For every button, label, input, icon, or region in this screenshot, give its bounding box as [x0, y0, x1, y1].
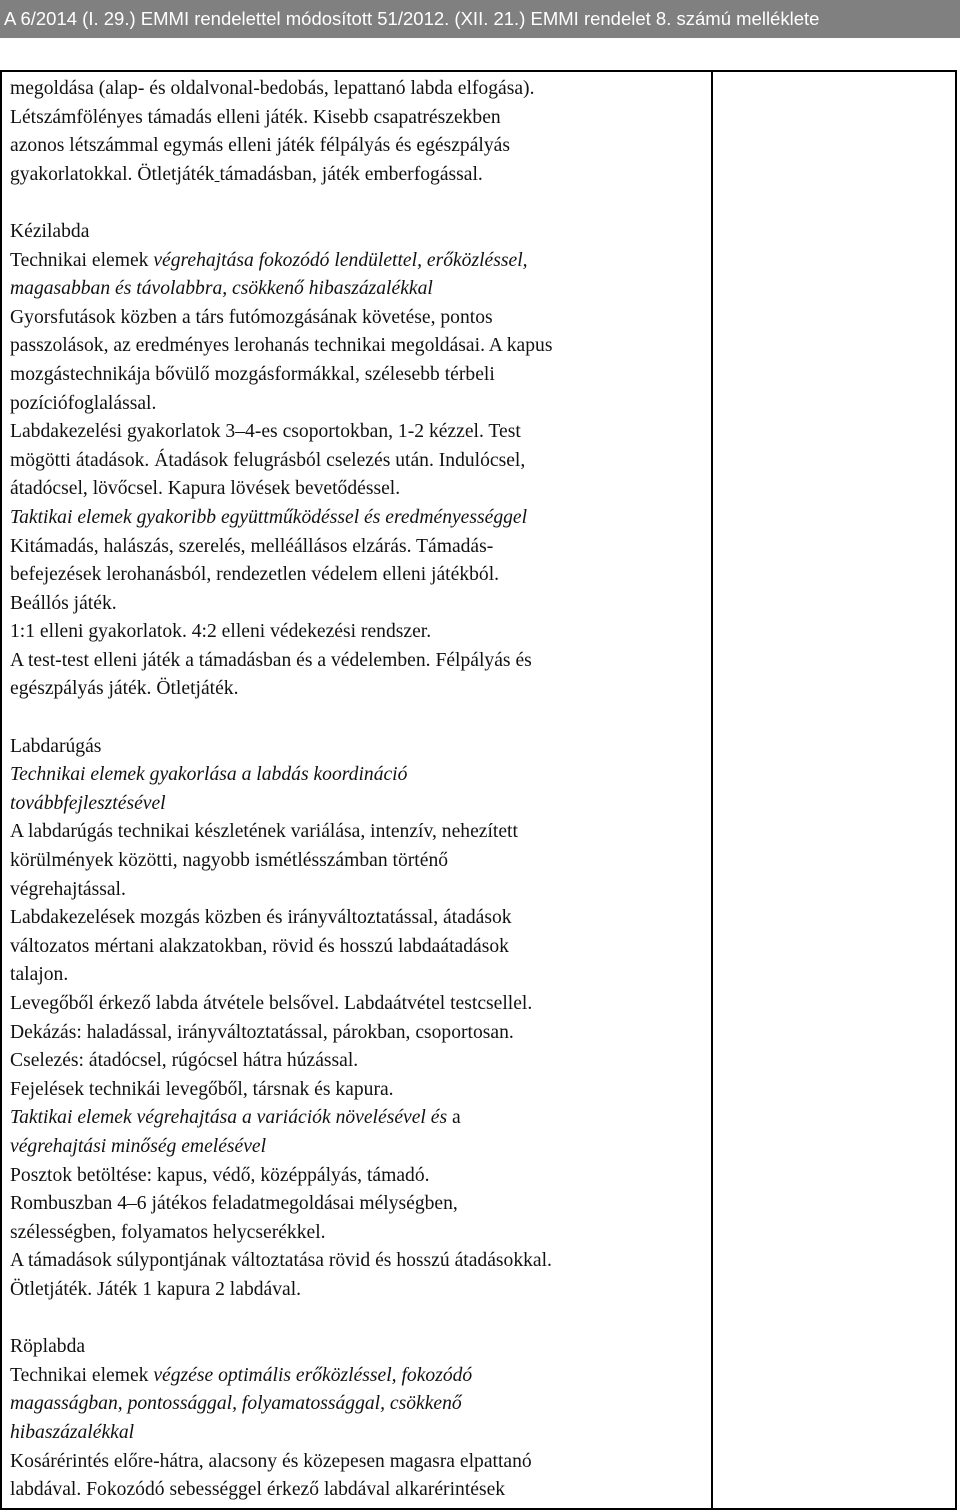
text-line: A labdarúgás technikai készletének variálása, intenzív, nehezített	[10, 821, 518, 843]
text-line: Technikai elemek végzése optimális erőközléssel, fokozódó	[10, 1364, 473, 1386]
section-title-kezilabda: Kézilabda	[10, 220, 90, 242]
text-line: 1:1 elleni gyakorlatok. 4:2 elleni védekezési rendszer.	[10, 621, 432, 643]
section-title-roplabda: Röplabda	[10, 1336, 86, 1358]
text-line: Gyorsfutások közben a társ futómozgásának követése, pontos	[10, 306, 493, 328]
text-line: Levegőből érkező labda átvétele belsővel. Labdaátvétel testcsellel.	[10, 993, 533, 1014]
text-line: megoldása (alap- és oldalvonal-bedobás, lepattanó labda elfogása).	[10, 78, 535, 99]
text-line: Létszámfölényes támadás elleni játék. Kisebb csapatrészekben	[10, 106, 501, 128]
text-line: magasságban, pontossággal, folyamatossággal, csökkenő	[10, 1393, 462, 1415]
text-line: azonos létszámmal egymás elleni játék félpályás és egészpályás	[10, 135, 510, 157]
text-line: mögötti átadások. Átadások felugrásból cselezés után. Indulócsel,	[10, 449, 526, 471]
text-line: Cselezés: átadócsel, rúgócsel hátra húzással.	[10, 1050, 359, 1072]
text-line: Dekázás: haladással, irányváltoztatással, párokban, csoportosan.	[10, 1021, 514, 1043]
content-table	[0, 70, 957, 1510]
text-line: végrehajtási minőség emelésével	[10, 1135, 267, 1157]
text-line: Fejelések technikái levegőből, társnak és kapura.	[10, 1078, 394, 1100]
text-line: Ötletjáték. Játék 1 kapura 2 labdával.	[10, 1278, 302, 1300]
curriculum-cell	[10, 75, 708, 1505]
text-line: Beállós játék.	[10, 592, 117, 614]
text-line: változatos mértani alakzatokban, rövid és hosszú labdaátadások	[10, 935, 509, 957]
text-line: Labdakezelések mozgás közben és irányváltoztatással, átadások	[10, 907, 512, 929]
text-line: pozíciófoglalással.	[10, 392, 157, 414]
text-line: gyakorlatokkal. Ötletjáték támadásban, játék emberfogással.	[10, 163, 483, 185]
text-line: Taktikai elemek végrehajtása a variációk növelésével és a	[10, 1107, 461, 1129]
column-divider	[711, 72, 713, 1508]
text-line: A támadások súlypontjának változtatása rövid és hosszú átadásokkal.	[10, 1250, 552, 1272]
text-line: Posztok betöltése: kapus, védő, középpályás, támadó.	[10, 1164, 430, 1186]
text-line: labdával. Fokozódó sebességgel érkező labdával alkarérintések	[10, 1479, 506, 1501]
text-line: passzolások, az eredményes lerohanás technikai megoldásai. A kapus	[10, 335, 553, 357]
text-line: Technikai elemek gyakorlása a labdás koordináció	[10, 764, 408, 786]
text-line: Labdakezelési gyakorlatok 3–4-es csoportokban, 1-2 kézzel. Test	[10, 421, 521, 443]
text-line: Kosárérintés előre-hátra, alacsony és közepesen magasra elpattanó	[10, 1450, 532, 1472]
text-line: Kitámadás, halászás, szerelés, melléállásos elzárás. Támadás-	[10, 535, 494, 557]
text-line: végrehajtással.	[10, 878, 126, 900]
text-line: körülmények közötti, nagyobb ismétlésszámban történő	[10, 850, 449, 872]
text-line: befejezések lerohanásból, rendezetlen védelem elleni játékból.	[10, 564, 500, 586]
text-line: Taktikai elemek gyakoribb együttműködéssel és eredményességgel	[10, 506, 528, 528]
text-line: átadócsel, lövőcsel. Kapura lövések bevetődéssel.	[10, 478, 401, 500]
text-line: A test-test elleni játék a támadásban és a védelemben. Félpályás és	[10, 649, 532, 671]
text-line: szélességben, folyamatos helycserékkel.	[10, 1221, 326, 1243]
text-line: továbbfejlesztésével	[10, 792, 166, 814]
text-line: Technikai elemek végrehajtása fokozódó lendülettel, erőközléssel,	[10, 249, 528, 271]
text-line: hibaszázalékkal	[10, 1421, 135, 1443]
text-line: talajon.	[10, 964, 69, 986]
page-header: A 6/2014 (I. 29.) EMMI rendelettel módosított 51/2012. (XII. 21.) EMMI rendelet 8. számú melléklete	[0, 0, 960, 38]
text-line: Rombuszban 4–6 játékos feladatmegoldásai mélységben,	[10, 1193, 458, 1215]
text-line: magasabban és távolabbra, csökkenő hibaszázalékkal	[10, 278, 433, 300]
section-title-labdarugas: Labdarúgás	[10, 735, 102, 757]
text-line: egészpályás játék. Ötletjáték.	[10, 678, 239, 700]
text-line: mozgástechnikája bővülő mozgásformákkal, szélesebb térbeli	[10, 363, 495, 385]
